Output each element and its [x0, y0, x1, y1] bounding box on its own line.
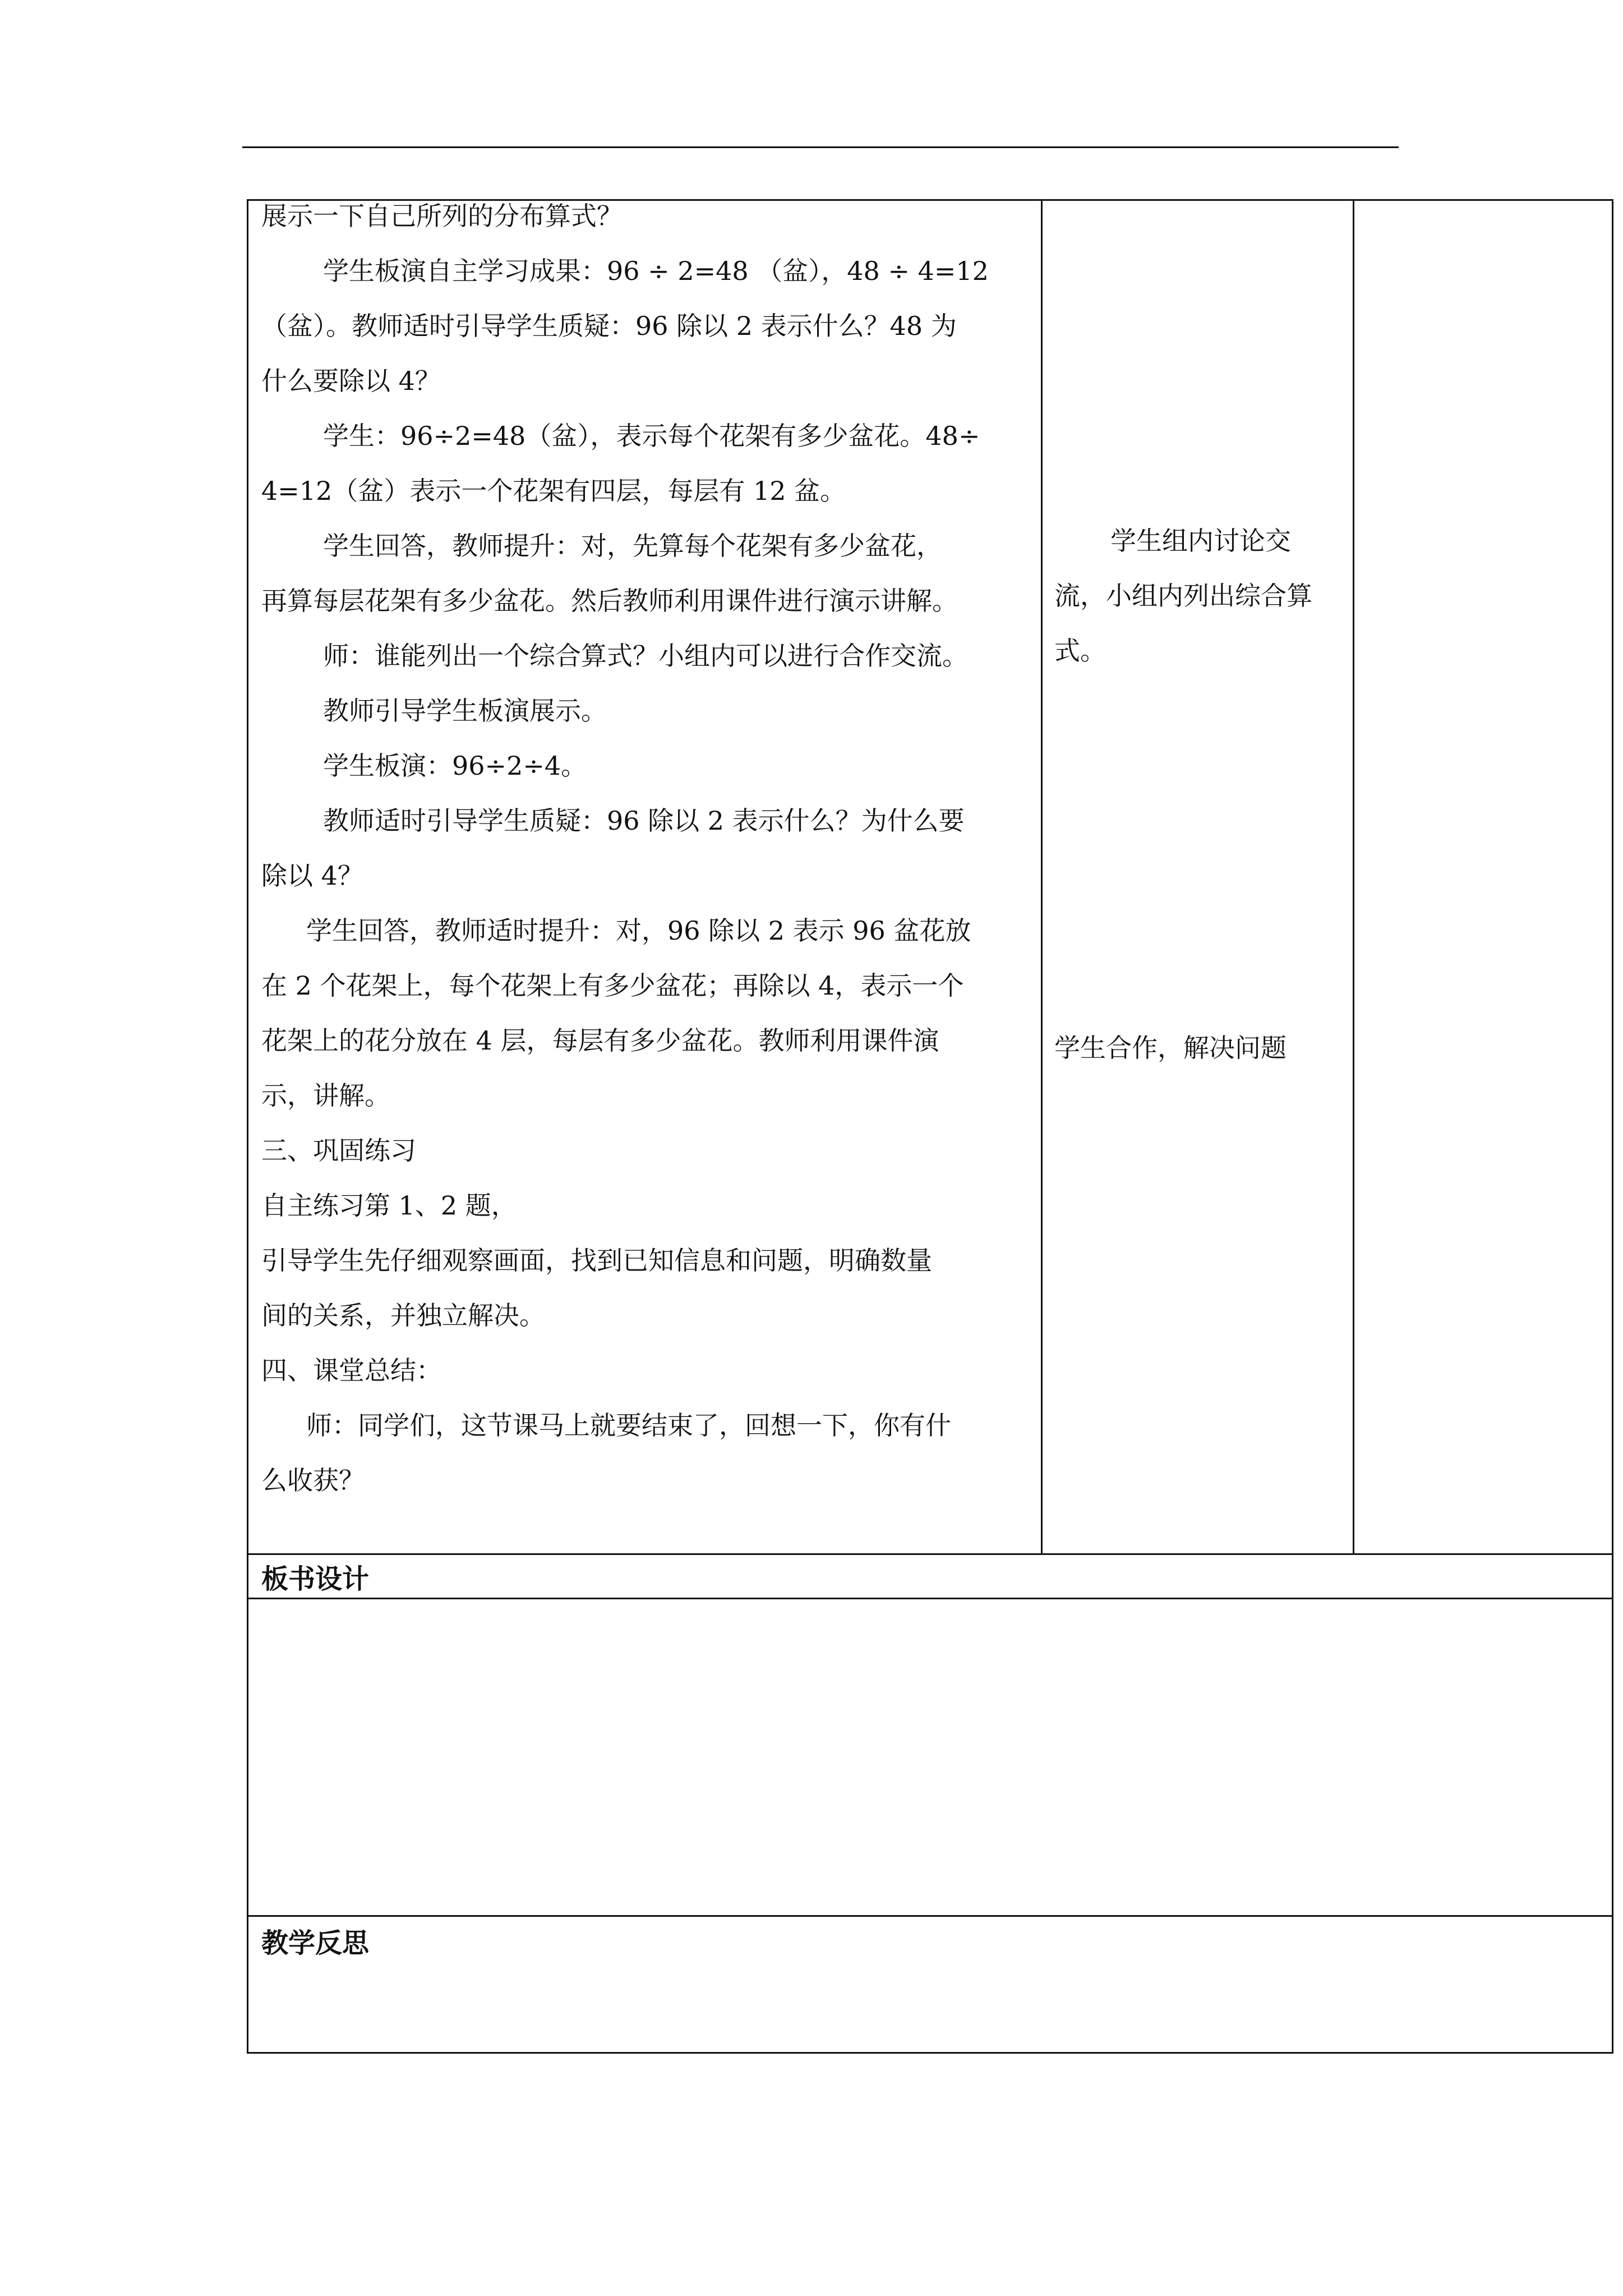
row-divider-3 — [247, 1915, 1613, 1917]
student-note-line: 式。 — [1054, 636, 1106, 666]
lesson-line: 师：谁能列出一个综合算式？小组内可以进行合作交流。 — [323, 641, 968, 671]
lesson-line: （盆）。教师适时引导学生质疑：96 除以 2 表示什么？48 为 — [261, 311, 957, 341]
student-note-line: 流，小组内列出综合算 — [1054, 581, 1312, 611]
lesson-line: 除以 4？ — [261, 861, 363, 891]
table-border-right — [1612, 199, 1613, 2054]
lesson-line: 学生板演：96÷2÷4。 — [323, 751, 587, 781]
lesson-line: 在 2 个花架上，每个花架上有多少盆花；再除以 4，表示一个 — [261, 970, 964, 1001]
lesson-line: 教师引导学生板演展示。 — [323, 696, 607, 726]
table-border-bottom — [247, 2052, 1613, 2054]
row-divider-2 — [247, 1598, 1613, 1599]
lesson-line: 学生：96÷2=48（盆），表示每个花架有多少盆花。48÷ — [323, 421, 980, 451]
column-divider-2 — [1353, 199, 1354, 1554]
column-divider-1 — [1041, 199, 1043, 1554]
student-note-line: 学生组内讨论交 — [1110, 526, 1291, 556]
lesson-line: 学生回答，教师提升：对，先算每个花架有多少盆花， — [323, 531, 942, 561]
lesson-line: 展示一下自己所列的分布算式？ — [261, 201, 623, 231]
student-note-1 — [1054, 513, 1312, 678]
student-note-2: 学生合作，解决问题 — [1054, 1033, 1287, 1063]
reflection-heading: 教学反思 — [261, 1927, 370, 1959]
lesson-line: 引导学生先仔细观察画面，找到已知信息和问题，明确数量 — [261, 1245, 932, 1276]
lesson-line: 示，讲解。 — [261, 1080, 390, 1111]
lesson-line: 教师适时引导学生质疑：96 除以 2 表示什么？为什么要 — [323, 806, 965, 836]
lesson-content — [261, 188, 1030, 1508]
table-border-left — [247, 199, 248, 2054]
section-heading: 三、巩固练习 — [261, 1135, 416, 1166]
header-rule — [242, 146, 1399, 148]
lesson-line: 学生板演自主学习成果：96 ÷ 2=48 （盆），48 ÷ 4=12 — [323, 256, 989, 286]
board-design-heading: 板书设计 — [261, 1563, 370, 1595]
lesson-line: 再算每层花架有多少盆花。然后教师利用课件进行演示讲解。 — [261, 586, 958, 616]
lesson-line: 什么要除以 4？ — [261, 366, 441, 396]
lesson-line: 4=12（盆）表示一个花架有四层，每层有 12 盆。 — [261, 476, 846, 506]
lesson-line: 么收获？ — [261, 1465, 365, 1496]
lesson-line: 自主练习第 1、2 题， — [261, 1190, 517, 1221]
lesson-line: 花架上的花分放在 4 层，每层有多少盆花。教师利用课件演 — [261, 1025, 939, 1056]
row-divider-1 — [247, 1553, 1613, 1555]
lesson-line: 师：同学们，这节课马上就要结束了，回想一下，你有什 — [306, 1410, 951, 1441]
section-heading: 四、课堂总结： — [261, 1355, 442, 1386]
lesson-line: 间的关系，并独立解决。 — [261, 1300, 545, 1331]
lesson-line: 学生回答，教师适时提升：对，96 除以 2 表示 96 盆花放 — [306, 915, 971, 946]
